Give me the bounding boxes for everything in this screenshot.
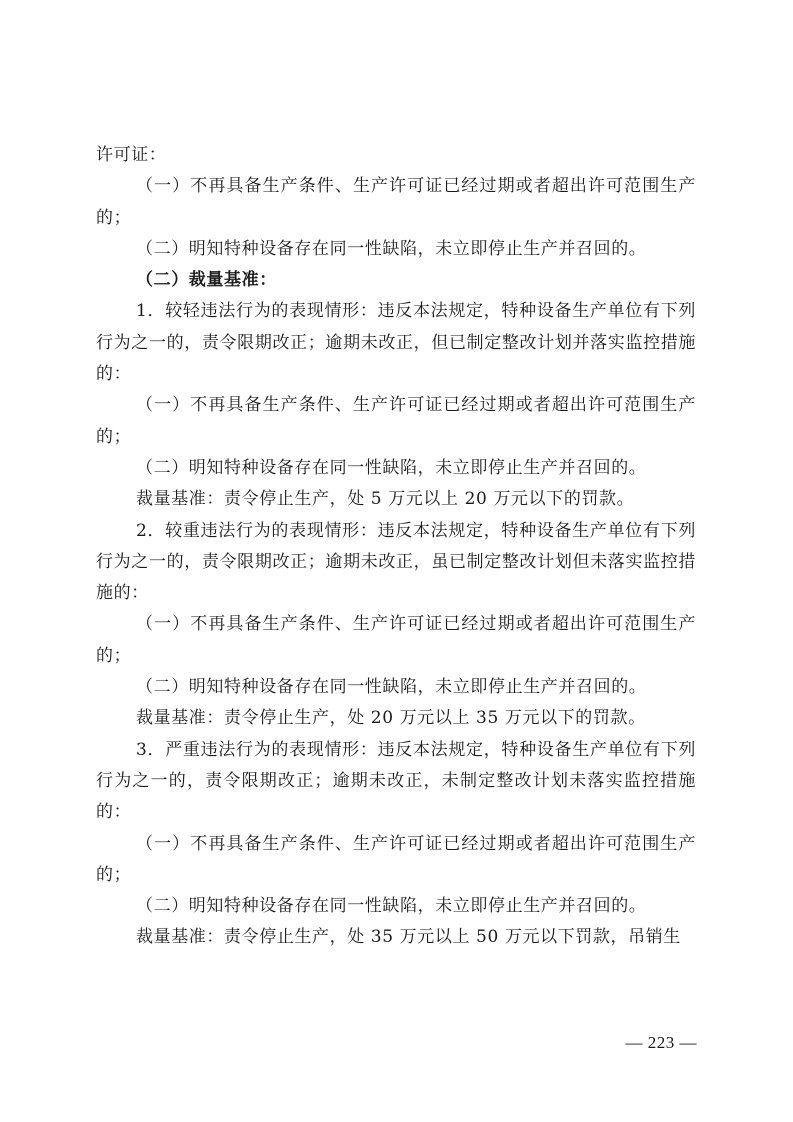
paragraph: 2．较重违法行为的表现情形：违反本法规定，特种设备生产单位有下列行为之一的，责令限期改正；逾期未改正，虽已制定整改计划但未落实监控措施的： <box>96 520 696 604</box>
paragraph: 1．较轻违法行为的表现情形：违反本法规定，特种设备生产单位有下列行为之一的，责令限期改正；逾期未改正，但已制定整改计划并落实监控措施的： <box>96 301 696 385</box>
paragraph: （二）明知特种设备存在同一性缺陷，未立即停止生产并召回的。 <box>136 238 647 259</box>
paragraph: （一）不再具备生产条件、生产许可证已经过期或者超出许可范围生产的； <box>96 395 696 447</box>
paragraph: 许可证： <box>96 145 167 165</box>
paragraph: （二）明知特种设备存在同一性缺陷，未立即停止生产并召回的。 <box>136 457 647 478</box>
paragraph: 裁量基准：责令停止生产，处 5 万元以上 20 万元以下的罚款。 <box>136 489 635 510</box>
paragraph: 3．严重违法行为的表现情形：违反本法规定，特种设备生产单位有下列行为之一的，责令限期改正；逾期未改正，未制定整改计划未落实监控措施的： <box>96 739 696 823</box>
paragraph: （一）不再具备生产条件、生产许可证已经过期或者超出许可范围生产的； <box>96 176 696 228</box>
paragraph: （一）不再具备生产条件、生产许可证已经过期或者超出许可范围生产的； <box>96 614 696 666</box>
paragraph: 裁量基准：责令停止生产，处 35 万元以上 50 万元以下罚款，吊销生 <box>136 927 681 948</box>
paragraph: 裁量基准：责令停止生产，处 20 万元以上 35 万元以下的罚款。 <box>136 708 646 729</box>
page-number: — 223 — <box>625 1033 697 1052</box>
paragraph: （二）明知特种设备存在同一性缺陷，未立即停止生产并召回的。 <box>136 896 647 917</box>
body-text <box>96 140 696 954</box>
section-heading: （二）裁量基准： <box>136 270 277 291</box>
paragraph: （一）不再具备生产条件、生产许可证已经过期或者超出许可范围生产的； <box>96 833 696 885</box>
paragraph: （二）明知特种设备存在同一性缺陷，未立即停止生产并召回的。 <box>136 677 647 698</box>
